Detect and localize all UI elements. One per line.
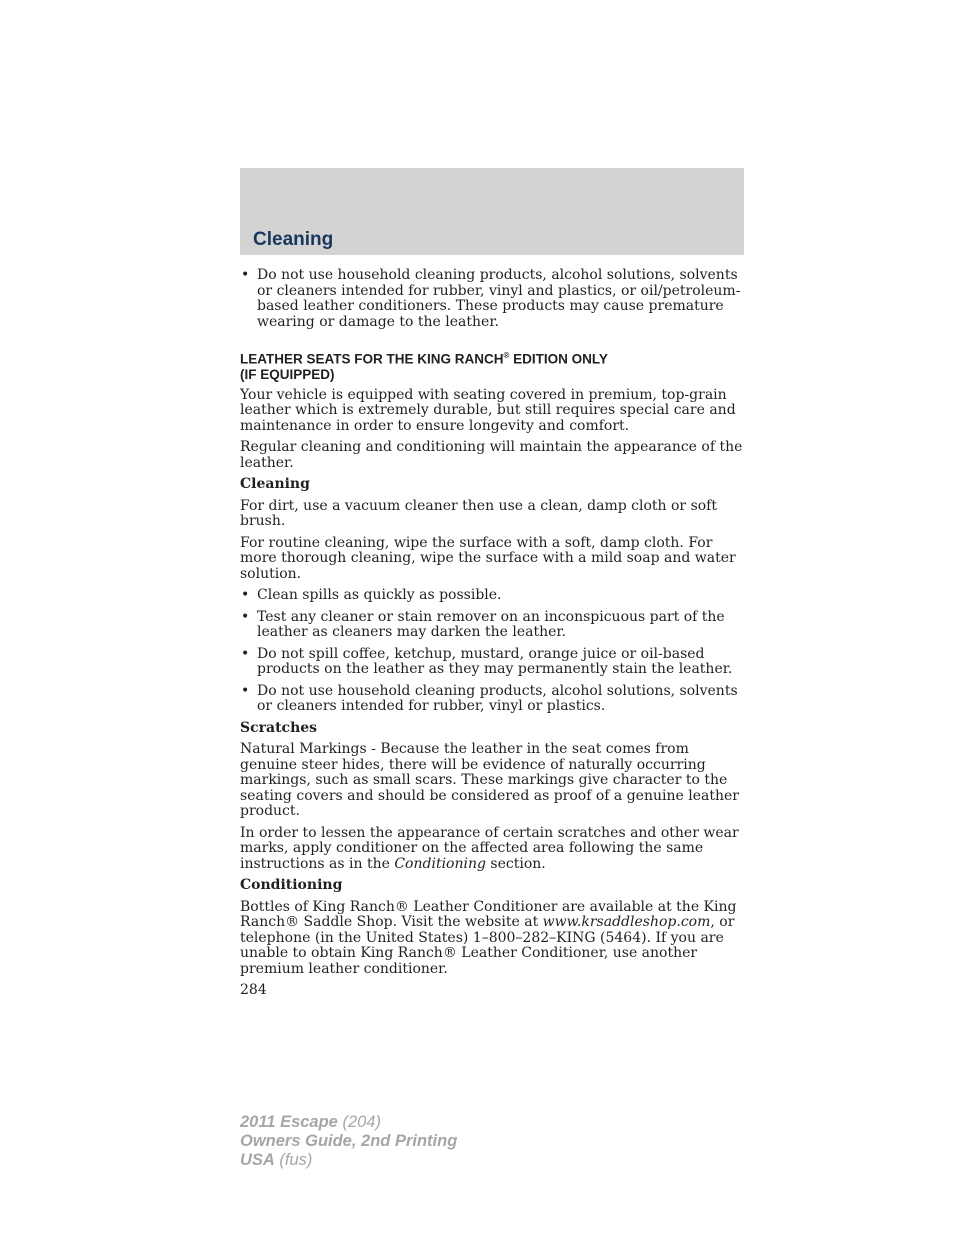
page-content — [240, 268, 744, 999]
footer-line: Owners Guide, 2nd Printing — [240, 1132, 458, 1150]
website-link: www.krsaddleshop.com — [542, 914, 711, 930]
cleaning-subheading: Cleaning — [240, 476, 310, 492]
conditioning-subheading: Conditioning — [240, 877, 343, 893]
section-header-band — [240, 168, 744, 255]
paragraph: Regular cleaning and conditioning will maintain the appearance of the leather. — [240, 439, 743, 471]
paragraph: Your vehicle is equipped with seating covered in premium, top-grain leather which is extremely durable, but still requires special care and maintenance in order to ensure longevity and comfort. — [240, 386, 736, 434]
paragraph: For dirt, use a vacuum cleaner then use a clean, damp cloth or soft brush. — [240, 497, 717, 529]
list-item: • Do not spill coffee, ketchup, mustard, orange juice or oil-based products on the leather as they may permanently stain the leather. — [240, 647, 744, 678]
conditioning-reference: Conditioning — [394, 855, 486, 872]
king-ranch-heading: LEATHER SEATS FOR THE KING RANCH® EDITION ONLY (IF EQUIPPED) — [240, 351, 608, 382]
list-item: • Test any cleaner or stain remover on an inconspicuous part of the leather as cleaners may darken the leather. — [240, 610, 744, 641]
list-item: • Do not use household cleaning products, alcohol solutions, solvents or cleaners intended for rubber, vinyl and plastics, or oil/petroleum-based leather conditioners. These products may cause premature wearing or damage to the leather. — [240, 268, 744, 330]
list-item: • Clean spills as quickly as possible. — [240, 588, 744, 604]
intro-bullet-list — [240, 268, 744, 330]
document-footer — [240, 1113, 457, 1170]
section-title: Cleaning — [253, 229, 334, 250]
footer-line: USA (fus) — [240, 1151, 313, 1169]
paragraph: Bottles of King Ranch® Leather Conditioner are available at the King Ranch® Saddle Shop. Visit the website at www.krsaddleshop.com, or telephone (in the United States) 1–800–282–KING (5464). If you are unable to obtain King Ranch® Leather Conditioner, use another premium leather conditioner. — [240, 898, 737, 977]
registered-mark: ® — [503, 351, 510, 360]
list-item: • Do not use household cleaning products, alcohol solutions, solvents or cleaners intended for rubber, vinyl or plastics. — [240, 684, 744, 715]
scratches-subheading: Scratches — [240, 719, 318, 736]
paragraph: In order to lessen the appearance of certain scratches and other wear marks, apply conditioner on the affected area following the same instructions as in the Conditioning section. — [240, 824, 739, 872]
footer-line: 2011 Escape (204) — [240, 1113, 381, 1131]
paragraph: For routine cleaning, wipe the surface with a soft, damp cloth. For more thorough cleaning, wipe the surface with a mild soap and water solution. — [240, 534, 736, 582]
page-number: 284 — [240, 982, 267, 998]
paragraph: Natural Markings - Because the leather in the seat comes from genuine steer hides, there will be evidence of naturally occurring markings, such as small scars. These markings give character to the seating covers and should be considered as proof of a genuine leather product. — [240, 741, 739, 819]
cleaning-bullet-list — [240, 588, 744, 715]
